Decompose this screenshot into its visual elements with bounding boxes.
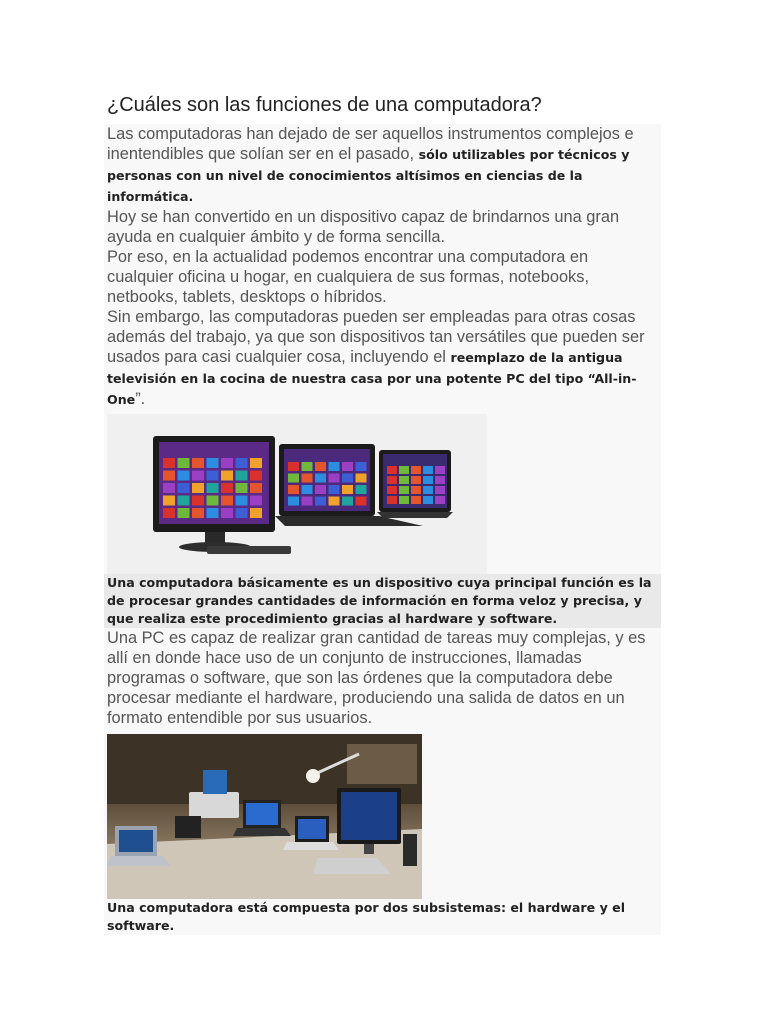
start-tile (178, 458, 190, 468)
start-tile (288, 497, 299, 506)
speaker (403, 834, 417, 866)
start-tile (411, 476, 421, 484)
start-tile (192, 458, 204, 468)
start-tile (288, 485, 299, 494)
start-tile (236, 496, 248, 506)
start-tile (387, 496, 397, 504)
start-tile (221, 483, 233, 493)
main-monitor-screen (341, 792, 397, 840)
start-tile (342, 462, 353, 471)
paragraph-pc: Una PC es capaz de realizar gran cantidad de tareas muy complejas, y es allí en donde hace uso de un conjunto de instrucciones, llamadas programas o software, que son las órdenes que la computadora debe procesar mediante el hardware, produciendo una salida de datos en un formato entendible por sus usuarios. (107, 629, 646, 727)
intro-bold-text: sólo utilizables por técnicos y personas con un nivel de conocimientos altísimos en ciencias de la informática. (107, 147, 630, 204)
start-tile (356, 485, 367, 494)
start-tile (411, 496, 421, 504)
start-tile (221, 471, 233, 481)
start-tile (207, 508, 219, 518)
start-tile (315, 497, 326, 506)
start-tile (435, 496, 445, 504)
start-tile (250, 471, 262, 481)
start-tile (207, 471, 219, 481)
start-tile (192, 471, 204, 481)
workstation-illustration (107, 734, 422, 899)
start-tile (178, 508, 190, 518)
printer (189, 792, 239, 818)
start-tile (250, 508, 262, 518)
start-tile (342, 485, 353, 494)
start-tile (342, 497, 353, 506)
start-tile (411, 486, 421, 494)
start-tile (329, 474, 340, 483)
start-tile (315, 485, 326, 494)
laptop-1-screen (119, 830, 153, 852)
start-tile (192, 508, 204, 518)
monitor-1-tiles (163, 458, 262, 518)
start-tile (423, 476, 433, 484)
start-tile (178, 483, 190, 493)
start-tile (163, 496, 175, 506)
start-tile (329, 485, 340, 494)
monitors-photo (107, 414, 487, 574)
start-tile (236, 458, 248, 468)
start-tile (399, 466, 409, 474)
article-content (104, 124, 661, 935)
start-tile (192, 496, 204, 506)
start-tile (329, 497, 340, 506)
uses-bold-text: reemplazo de la antigua televisión en la cocina de nuestra casa por una potente PC del tipo “All-in-One (107, 350, 637, 407)
start-tile (387, 466, 397, 474)
paragraph-intro (104, 124, 661, 207)
start-tile (163, 458, 175, 468)
start-tile (315, 474, 326, 483)
start-tile (207, 496, 219, 506)
start-tile (399, 496, 409, 504)
laptop-1-keyboard (107, 856, 171, 866)
desk-lamp (306, 769, 320, 783)
start-tile (356, 474, 367, 483)
monitors-illustration (107, 414, 487, 574)
start-tile (435, 466, 445, 474)
start-tile (423, 486, 433, 494)
start-tile (163, 483, 175, 493)
caption-subsystems: Una computadora está compuesta por dos subsistemas: el hardware y el software. (107, 900, 626, 933)
start-tile (302, 485, 313, 494)
start-tile (356, 497, 367, 506)
start-tile (221, 496, 233, 506)
start-tile (302, 462, 313, 471)
tablet-dock (377, 512, 453, 518)
start-tile (435, 486, 445, 494)
start-tile (315, 462, 326, 471)
start-tile (288, 474, 299, 483)
start-tile (236, 483, 248, 493)
start-tile (329, 462, 340, 471)
start-tile (163, 508, 175, 518)
start-tile (178, 471, 190, 481)
start-tile (399, 486, 409, 494)
paragraph-today: Hoy se han convertido en un dispositivo capaz de brindarnos una gran ayuda en cualquier ámbito y de forma sencilla. (107, 208, 620, 246)
paragraph-uses (104, 307, 661, 410)
laptop-2-screen (246, 803, 278, 825)
start-tile (207, 483, 219, 493)
start-tile (250, 483, 262, 493)
uses-text: Sin embargo, las computadoras pueden ser empleadas para otras cosas además del trabajo, ya que son dispositivos tan versátiles que pueden ser usados para casi cualquier cosa, incluyendo el (107, 308, 645, 366)
start-tile (178, 496, 190, 506)
start-tile (423, 466, 433, 474)
start-tile (435, 476, 445, 484)
start-tile (207, 458, 219, 468)
start-tile (250, 458, 262, 468)
laptop-3-keyboard (283, 842, 339, 850)
intro-text: Las computadoras han dejado de ser aquellos instrumentos complejos e inentendibles que solían ser en el pasado, (107, 125, 634, 163)
page-title: ¿Cuáles son las funciones de una computadora? (107, 94, 542, 116)
workstation-photo (107, 734, 422, 899)
start-tile (163, 471, 175, 481)
start-tile (399, 476, 409, 484)
start-tile (221, 458, 233, 468)
laptop-3-screen (298, 819, 326, 839)
start-tile (236, 508, 248, 518)
start-tile (411, 466, 421, 474)
printer-monitor (203, 770, 227, 794)
caption-definition: Una computadora básicamente es un dispositivo cuya principal función es la de procesar grandes cantidades de información en forma veloz y precisa, y que realiza este procedimiento gracias al hardware y software. (104, 574, 661, 628)
window-light (347, 744, 417, 784)
start-tile (356, 462, 367, 471)
start-tile (192, 483, 204, 493)
start-tile (236, 471, 248, 481)
start-tile (302, 474, 313, 483)
start-tile (288, 462, 299, 471)
laptop-2-keyboard (233, 828, 291, 836)
start-tile (342, 474, 353, 483)
start-tile (387, 476, 397, 484)
start-tile (221, 508, 233, 518)
main-monitor-stand (364, 844, 374, 854)
paragraph-presence: Por eso, en la actualidad podemos encontrar una computadora en cualquier oficina u hogar, en cualquiera de sus formas, notebooks, netbooks, tablets, desktops o híbridos. (107, 248, 590, 306)
small-monitor (175, 816, 201, 838)
start-tile (423, 496, 433, 504)
uses-end-text: ”. (135, 390, 146, 408)
keyboard (207, 546, 291, 554)
start-tile (250, 496, 262, 506)
start-tile (387, 486, 397, 494)
start-tile (302, 497, 313, 506)
